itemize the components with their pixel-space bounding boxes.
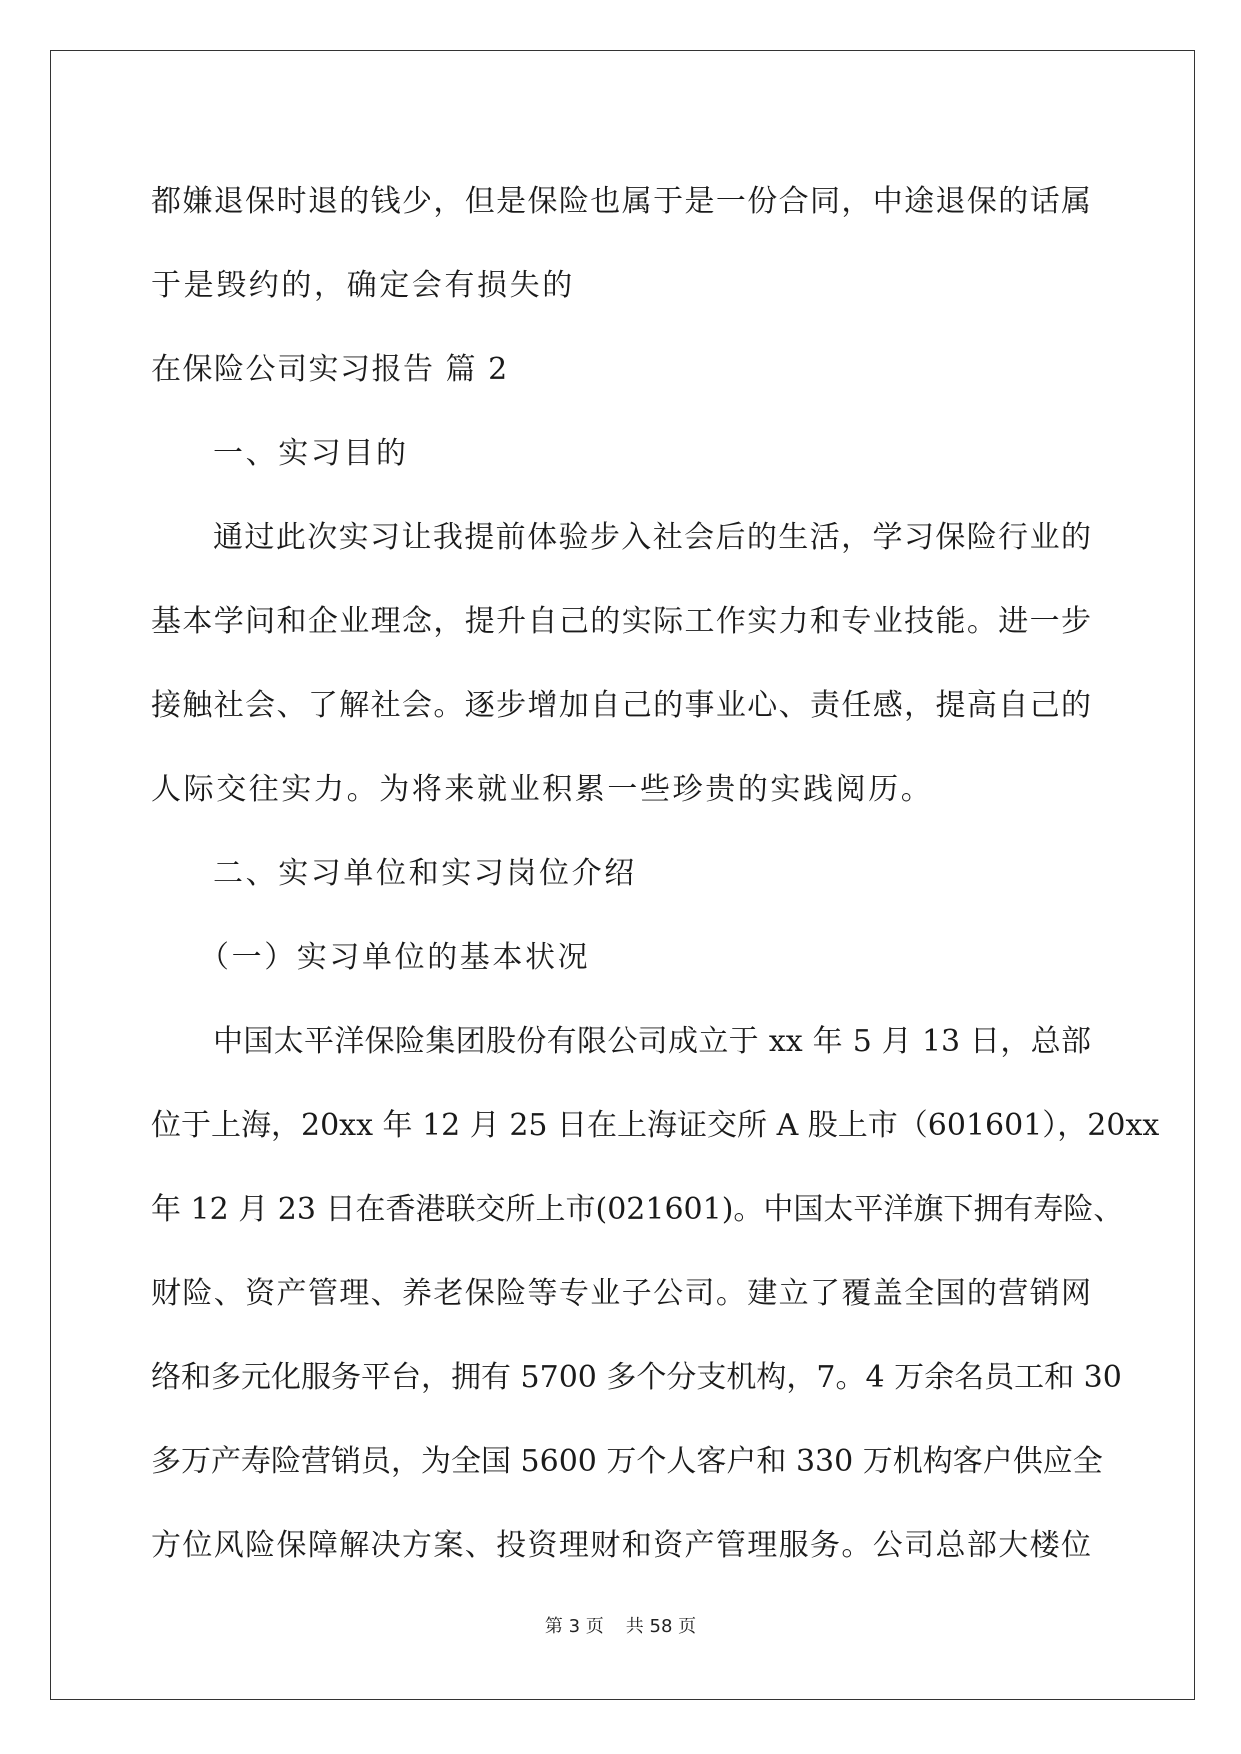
paragraph-line: 基本学问和企业理念，提升自己的实际工作实力和专业技能。进一步 — [151, 604, 1091, 639]
paragraph-line: 年 12 月 23 日在香港联交所上市(021601)。中国太平洋旗下拥有寿险、 — [151, 1192, 1124, 1227]
paragraph-line: 财险、资产管理、养老保险等专业子公司。建立了覆盖全国的营销网 — [151, 1276, 1091, 1311]
paragraph-line: 多万产寿险营销员，为全国 5600 万个人客户和 330 万机构客户供应全 — [151, 1444, 1103, 1479]
paragraph-line: 位于上海，20xx 年 12 月 25 日在上海证交所 A 股上市（601601），20xx — [151, 1108, 1160, 1143]
page-total: 共 58 页 — [625, 1616, 697, 1637]
page-number: 第 3 页 — [544, 1616, 604, 1637]
page-footer — [0, 1612, 1241, 1638]
paragraph-line: 方位风险保障解决方案、投资理财和资产管理服务。公司总部大楼位 — [151, 1528, 1091, 1563]
paragraph-line: 通过此次实习让我提前体验步入社会后的生活，学习保险行业的 — [213, 520, 1091, 555]
heading-unit-intro: 二、实习单位和实习岗位介绍 — [213, 856, 637, 891]
paragraph-line: 人际交往实力。为将来就业积累一些珍贵的实践阅历。 — [151, 772, 934, 807]
paragraph-line: 中国太平洋保险集团股份有限公司成立于 xx 年 5 月 13 日，总部 — [213, 1024, 1091, 1059]
paragraph-line: 于是毁约的，确定会有损失的 — [151, 268, 575, 303]
heading-purpose: 一、实习目的 — [213, 436, 409, 471]
paragraph-line: 络和多元化服务平台，拥有 5700 多个分支机构，7。4 万余名员工和 30 — [151, 1360, 1122, 1395]
paragraph-line: 接触社会、了解社会。逐步增加自己的事业心、责任感，提高自己的 — [151, 688, 1091, 723]
subheading-unit-status: （一）实习单位的基本状况 — [199, 940, 591, 975]
section-title: 在保险公司实习报告 篇 2 — [151, 352, 509, 387]
paragraph-line: 都嫌退保时退的钱少，但是保险也属于是一份合同，中途退保的话属 — [151, 184, 1091, 219]
document-body — [151, 160, 1160, 1588]
